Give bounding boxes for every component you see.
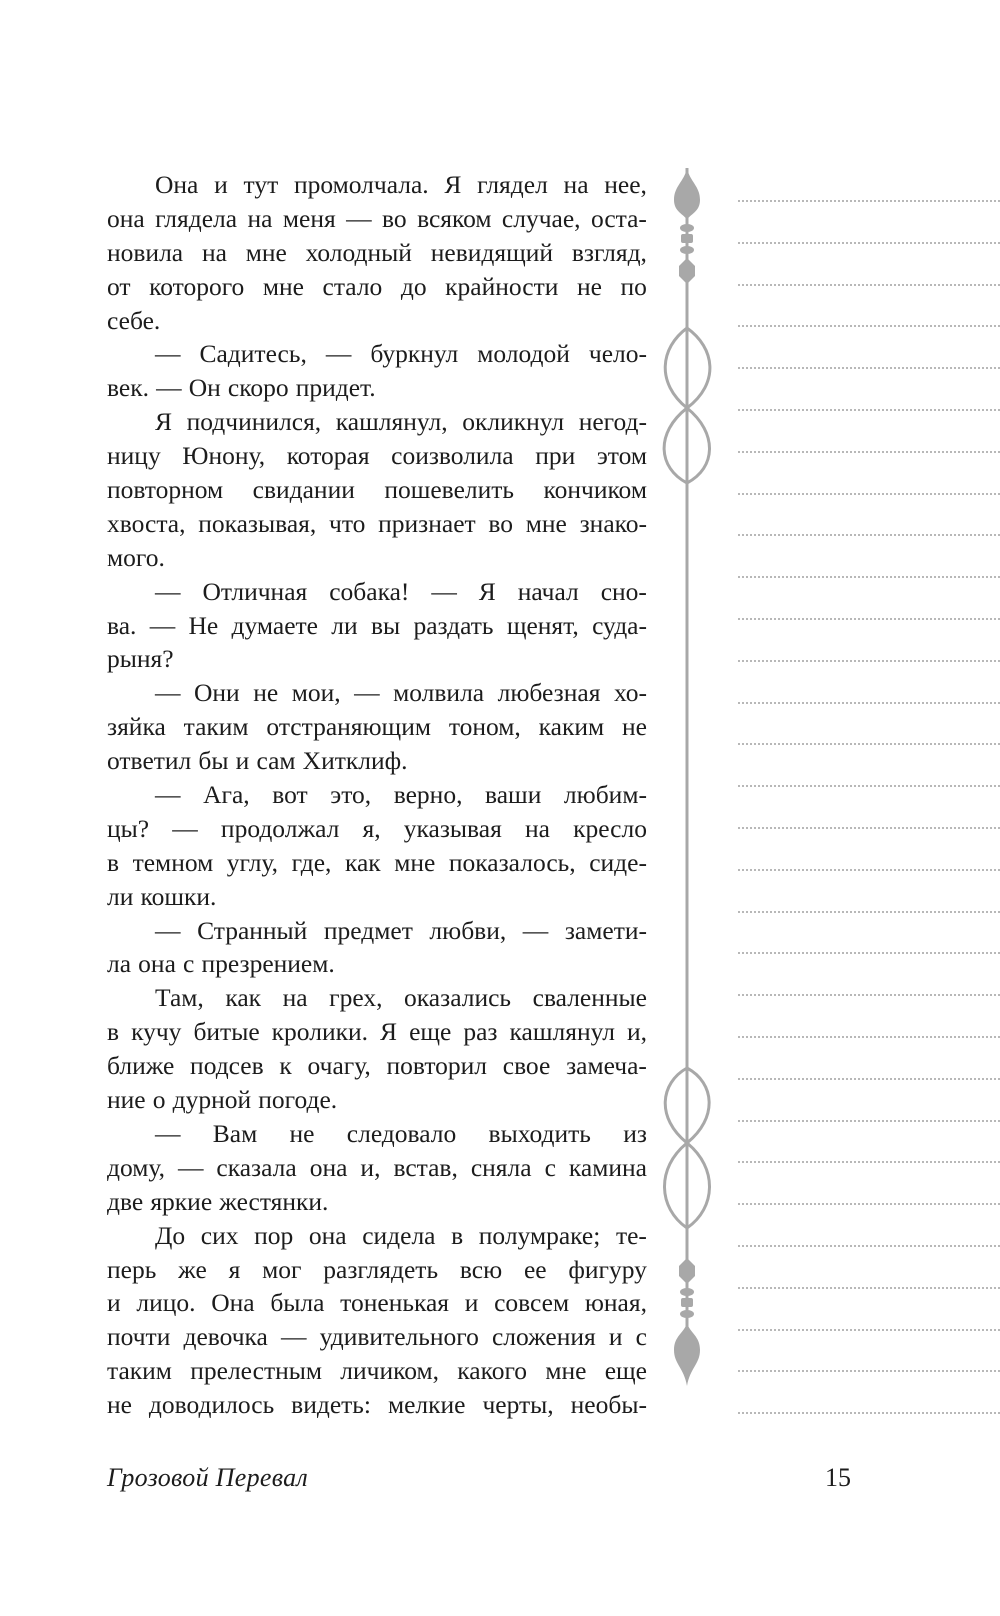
text-line: две яркие жестянки. [107,1186,329,1216]
vertical-ornament [660,168,718,1438]
text-line: в кучу битые кролики. Я еще раз кашлянул и, [107,1017,647,1047]
note-line [738,869,1000,871]
text-line: перь же я мог разглядеть всю ее фигуру [107,1254,647,1284]
text-line: Я подчинился, кашлянул, окликнул негод- [155,407,647,437]
text-line: повторном свидании пошевелить кончиком [107,475,647,505]
note-line [738,743,1000,745]
note-line [738,1078,1000,1080]
note-line [738,1120,1000,1122]
note-line [738,1203,1000,1205]
note-line [738,1036,1000,1038]
note-line [738,1412,1000,1414]
note-line [738,284,1000,286]
text-line: таким прелестным личиком, какого мне еще [107,1356,647,1386]
note-line [738,325,1000,327]
text-line: зяйка таким отстраняющим тоном, каким не [107,712,647,742]
note-line [738,785,1000,787]
note-line [738,1370,1000,1372]
text-line: хвоста, показывая, что признает во мне знако- [107,508,647,538]
text-line: ницу Юнону, которая соизволила при этом [107,441,647,471]
note-line [738,367,1000,369]
text-line: дому, — сказала она и, встав, сняла с камина [107,1152,647,1182]
running-footer-title: Грозовой Перевал [107,1463,309,1492]
text-line: мого. [107,542,165,572]
text-line: новила на мне холодный невидящий взгляд, [107,237,647,267]
text-line: ла она с презрением. [107,949,335,979]
note-line [738,1245,1000,1247]
note-line [738,994,1000,996]
text-line: рыня? [107,644,174,674]
text-line: от которого мне стало до крайности не по [107,271,647,301]
note-line [738,1161,1000,1163]
text-line: она глядела на меня — во всяком случае, оста- [107,203,647,233]
text-line: цы? — продолжал я, указывая на кресло [107,813,647,843]
text-line: — Ага, вот это, верно, ваши любим- [155,780,647,810]
note-line [738,911,1000,913]
ornament-drawing [664,168,710,1386]
text-line: — Отличная собака! — Я начал сно- [155,576,647,606]
note-line [738,952,1000,954]
text-line: ближе подсев к очагу, повторил свое замеча- [107,1051,647,1081]
text-line: Она и тут промолчала. Я глядел на нее, [155,170,647,199]
text-line: — Садитесь, — буркнул молодой чело- [155,339,647,369]
note-line [738,242,1000,244]
text-line: и лицо. Она была тоненькая и совсем юная, [107,1288,647,1318]
note-line [738,576,1000,578]
note-line [738,451,1000,453]
note-line [738,534,1000,536]
text-line: ние о дурной погоде. [107,1085,338,1115]
text-line: век. — Он скоро придет. [107,373,376,403]
notes-column [738,0,1000,1616]
note-line [738,409,1000,411]
note-line [738,827,1000,829]
note-line [738,618,1000,620]
note-line [738,493,1000,495]
note-line [738,660,1000,662]
note-line [738,1329,1000,1331]
note-line [738,1287,1000,1289]
text-line: — Они не мои, — молвила любезная хо- [155,678,647,708]
text-line: ва. — Не думаете ли вы раздать щенят, суда- [107,610,647,640]
text-line: ответил бы и сам Хитклиф. [107,746,408,776]
text-line: Там, как на грех, оказались сваленные [155,983,647,1013]
text-line: себе. [107,305,161,335]
note-line [738,200,1000,202]
text-line: почти девочка — удивительного сложения и с [107,1322,647,1352]
text-line: в темном углу, где, как мне показалось, сиде- [107,847,647,877]
body-text [107,168,647,1422]
text-line: — Странный предмет любви, — замети- [155,915,647,945]
text-line: не доводилось видеть: мелкие черты, необы- [107,1390,647,1420]
note-line [738,702,1000,704]
text-line: ли кошки. [107,881,217,911]
page-number: 15 [825,1463,851,1492]
text-line: — Вам не следовало выходить из [155,1118,647,1148]
text-line: До сих пор она сидела в полумраке; те- [155,1220,647,1250]
